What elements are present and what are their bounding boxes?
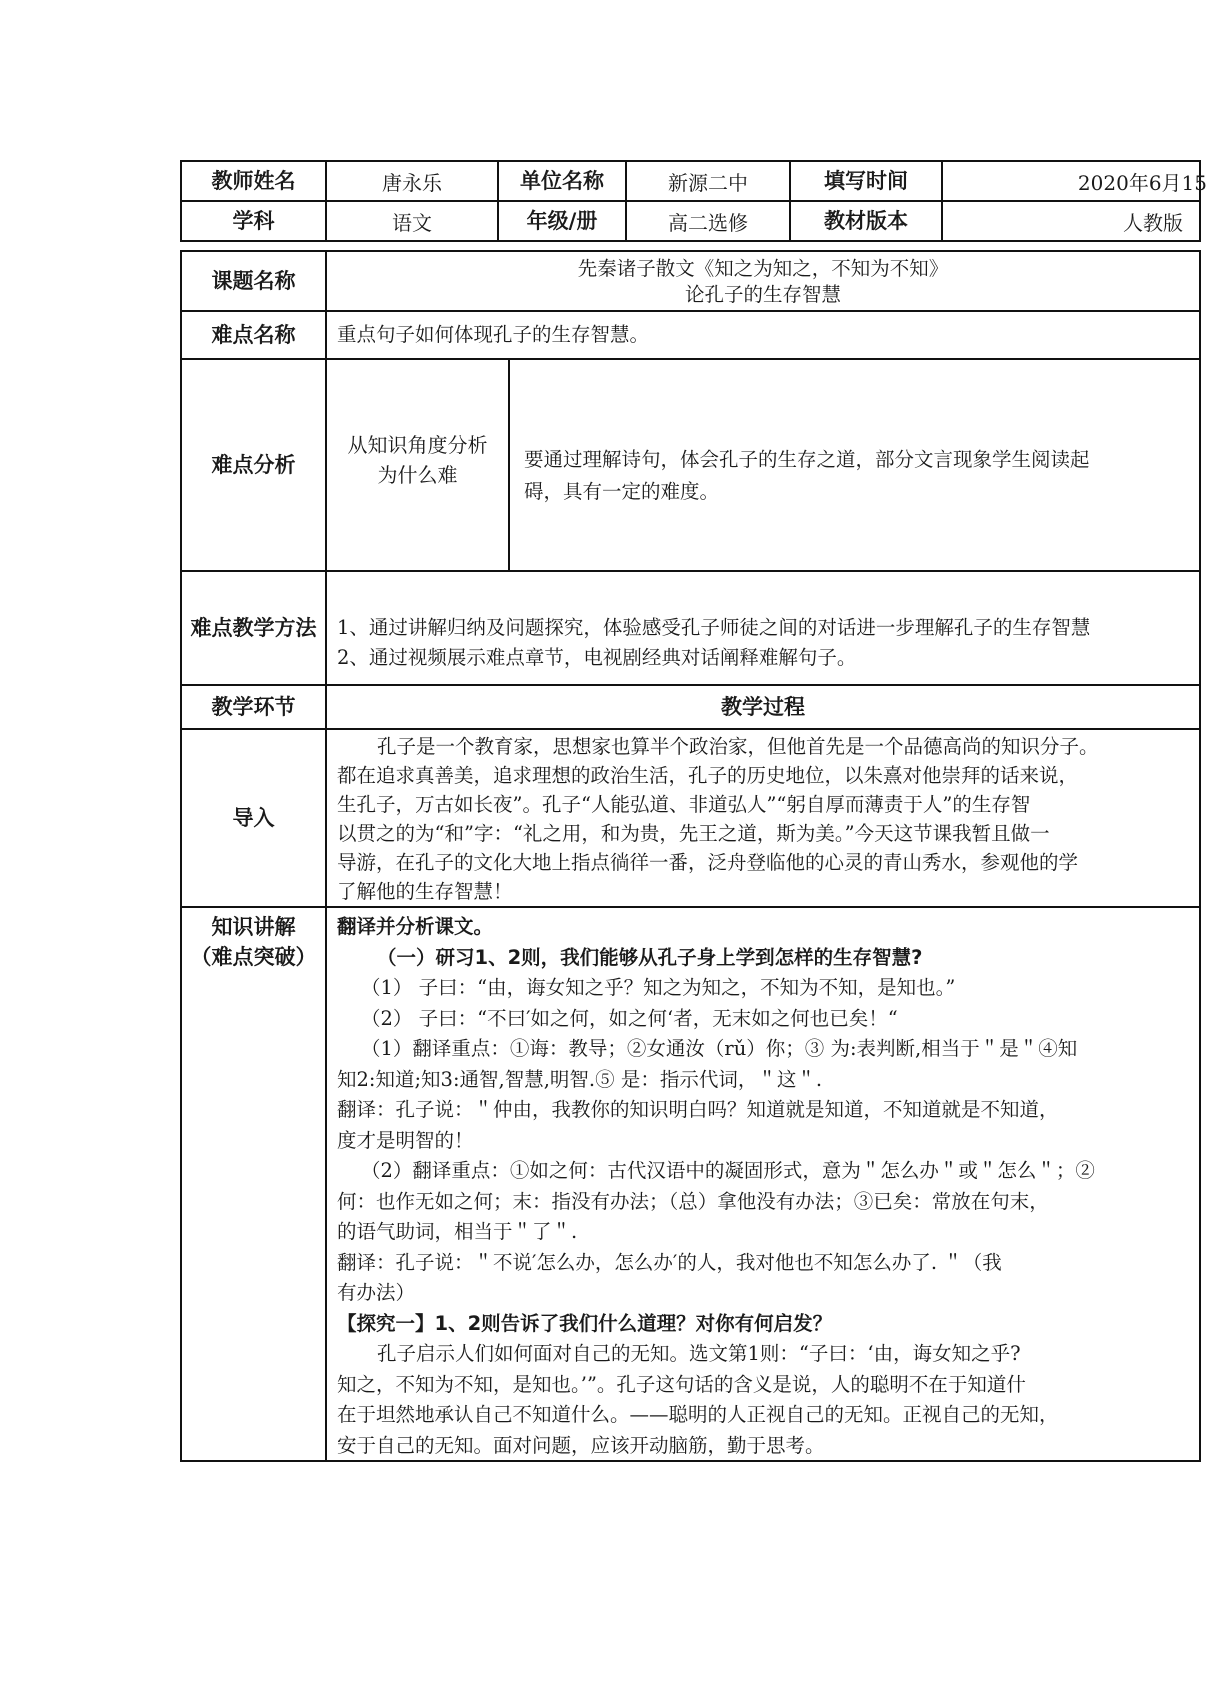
subject-value: 语文: [325, 200, 499, 242]
answer-line: 安于自己的无知。面对问题，应该开动脑筋，勤于思考。: [337, 1433, 825, 1457]
analysis-label: 难点分析: [180, 358, 327, 572]
intro-label: 导入: [180, 728, 327, 908]
answer-line: 知之，不知为不知，是知也。’”。孔子这句话的含义是说，人的聪明不在于知道什: [337, 1372, 1026, 1396]
quote-line: （1） 子曰：“由，诲女知之乎？知之为知之，不知为不知，是知也。”: [361, 976, 956, 999]
explore-tag: 【探究一】: [337, 1311, 435, 1335]
explore-line: [337, 1309, 1199, 1340]
grade-label: 年级/册: [497, 200, 627, 242]
topic-title: 先秦诸子散文《知之为知之，不知为不知》: [577, 257, 949, 280]
analysis-text: [508, 358, 1201, 572]
method-label: 难点教学方法: [180, 570, 327, 686]
section-heading: （一）研习1、2则，我们能够从孔子身上学到怎样的生存智慧?: [377, 945, 923, 969]
difficulty-text: 重点句子如何体现孔子的生存智慧。: [325, 310, 1201, 360]
intro-text: [325, 728, 1201, 908]
answer-line: 孔子启示人们如何面对自己的无知。选文第1则：“子曰：‘由，诲女知之乎?: [377, 1342, 1021, 1365]
analysis-sublabel-line2: 为什么难: [377, 463, 458, 487]
method-text: [325, 570, 1201, 686]
analysis-sublabel-line1: 从知识角度分析: [347, 433, 488, 457]
analysis-line1: 要通过理解诗句，体会孔子的生存之道，部分文言现象学生阅读起: [524, 448, 1090, 471]
translation-line: 有办法）: [337, 1281, 416, 1304]
analysis-sublabel: [325, 358, 510, 572]
method-line2: 2、通过视频展示难点章节，电视剧经典对话阐释难解句子。: [337, 646, 857, 669]
unit-name-value: 新源二中: [625, 160, 791, 202]
teacher-name-label: 教师姓名: [180, 160, 327, 202]
teacher-name-value: 唐永乐: [325, 160, 499, 202]
textbook-label: 教材版本: [789, 200, 943, 242]
intro-line: 了解他的生存智慧！: [337, 880, 513, 903]
answer-line: 在于坦然地承认自己不知道什么。——聪明的人正视自己的无知。正视自己的无知，: [337, 1403, 1059, 1426]
textbook-value: 人教版: [941, 200, 1201, 242]
note-line: 的语气助词，相当于＂了＂.: [337, 1220, 578, 1243]
grade-value: 高二选修: [625, 200, 791, 242]
translation-line: 翻译：孔子说：＂不说′怎么办，怎么办′的人，我对他也不知怎么办了. ＂（我: [337, 1250, 1002, 1274]
note-line: 知2:知道;知3:通智,智慧,明智.⑤ 是：指示代词，＂这＂.: [337, 1067, 823, 1091]
intro-line: 导游，在孔子的文化大地上指点徜徉一番，泛舟登临他的心灵的青山秀水，参观他的学: [337, 851, 1079, 874]
topic-subtitle: 论孔子的生存智慧: [684, 283, 841, 306]
process-header: 教学过程: [325, 684, 1201, 730]
knowledge-label-line2: （难点突破）: [190, 945, 317, 969]
translation-line: 翻译：孔子说：＂仲由，我教你的知识明白吗？知道就是知道，不知道就是不知道，: [337, 1098, 1059, 1121]
knowledge-heading: 翻译并分析课文。: [337, 915, 494, 938]
topic-cell: [325, 250, 1201, 312]
note-line: （1）翻译重点：①诲：教导；②女通汝（rǔ）你；③ 为:表判断,相当于＂是＂④知: [361, 1037, 1078, 1060]
explore-question: 1、2则告诉了我们什么道理？对你有何启发？: [434, 1311, 833, 1335]
stage-header: 教学环节: [180, 684, 327, 730]
analysis-line2: 碍，具有一定的难度。: [524, 480, 720, 503]
note-line: （2）翻译重点：①如之何：古代汉语中的凝固形式，意为＂怎么办＂或＂怎么＂；②: [361, 1159, 1095, 1182]
fill-time-value: 2020年6月15: [941, 160, 1201, 202]
intro-line: 孔子是一个教育家，思想家也算半个政治家，但他首先是一个品德高尚的知识分子。: [377, 735, 1099, 758]
translation-line: 度才是明智的！: [337, 1128, 474, 1152]
topic-label: 课题名称: [180, 250, 327, 312]
intro-line: 生孔子，万古如长夜”。孔子“人能弘道、非道弘人”“躬自厚而薄责于人”的生存智: [337, 793, 1031, 816]
difficulty-label: 难点名称: [180, 310, 327, 360]
knowledge-label: [180, 906, 327, 1462]
method-line1: 1、通过讲解归纳及问题探究，体验感受孔子师徒之间的对话进一步理解孔子的生存智慧: [337, 616, 1091, 639]
knowledge-label-line1: 知识讲解: [211, 915, 296, 939]
subject-label: 学科: [180, 200, 327, 242]
unit-name-label: 单位名称: [497, 160, 627, 202]
intro-line: 都在追求真善美，追求理想的政治生活，孔子的历史地位，以朱熹对他崇拜的话来说，: [337, 764, 1079, 787]
quote-line: （2） 子曰：“不曰′如之何，如之何‘者，无末如之何也已矣！“: [361, 1006, 898, 1030]
fill-time-label: 填写时间: [789, 160, 943, 202]
knowledge-text: [325, 906, 1201, 1462]
intro-line: 以贯之的为“和”字：“礼之用，和为贵，先王之道，斯为美。”今天这节课我暂且做一: [337, 822, 1050, 845]
note-line: 何：也作无如之何；末：指没有办法；（总）拿他没有办法；③已矣：常放在句末，: [337, 1189, 1049, 1213]
